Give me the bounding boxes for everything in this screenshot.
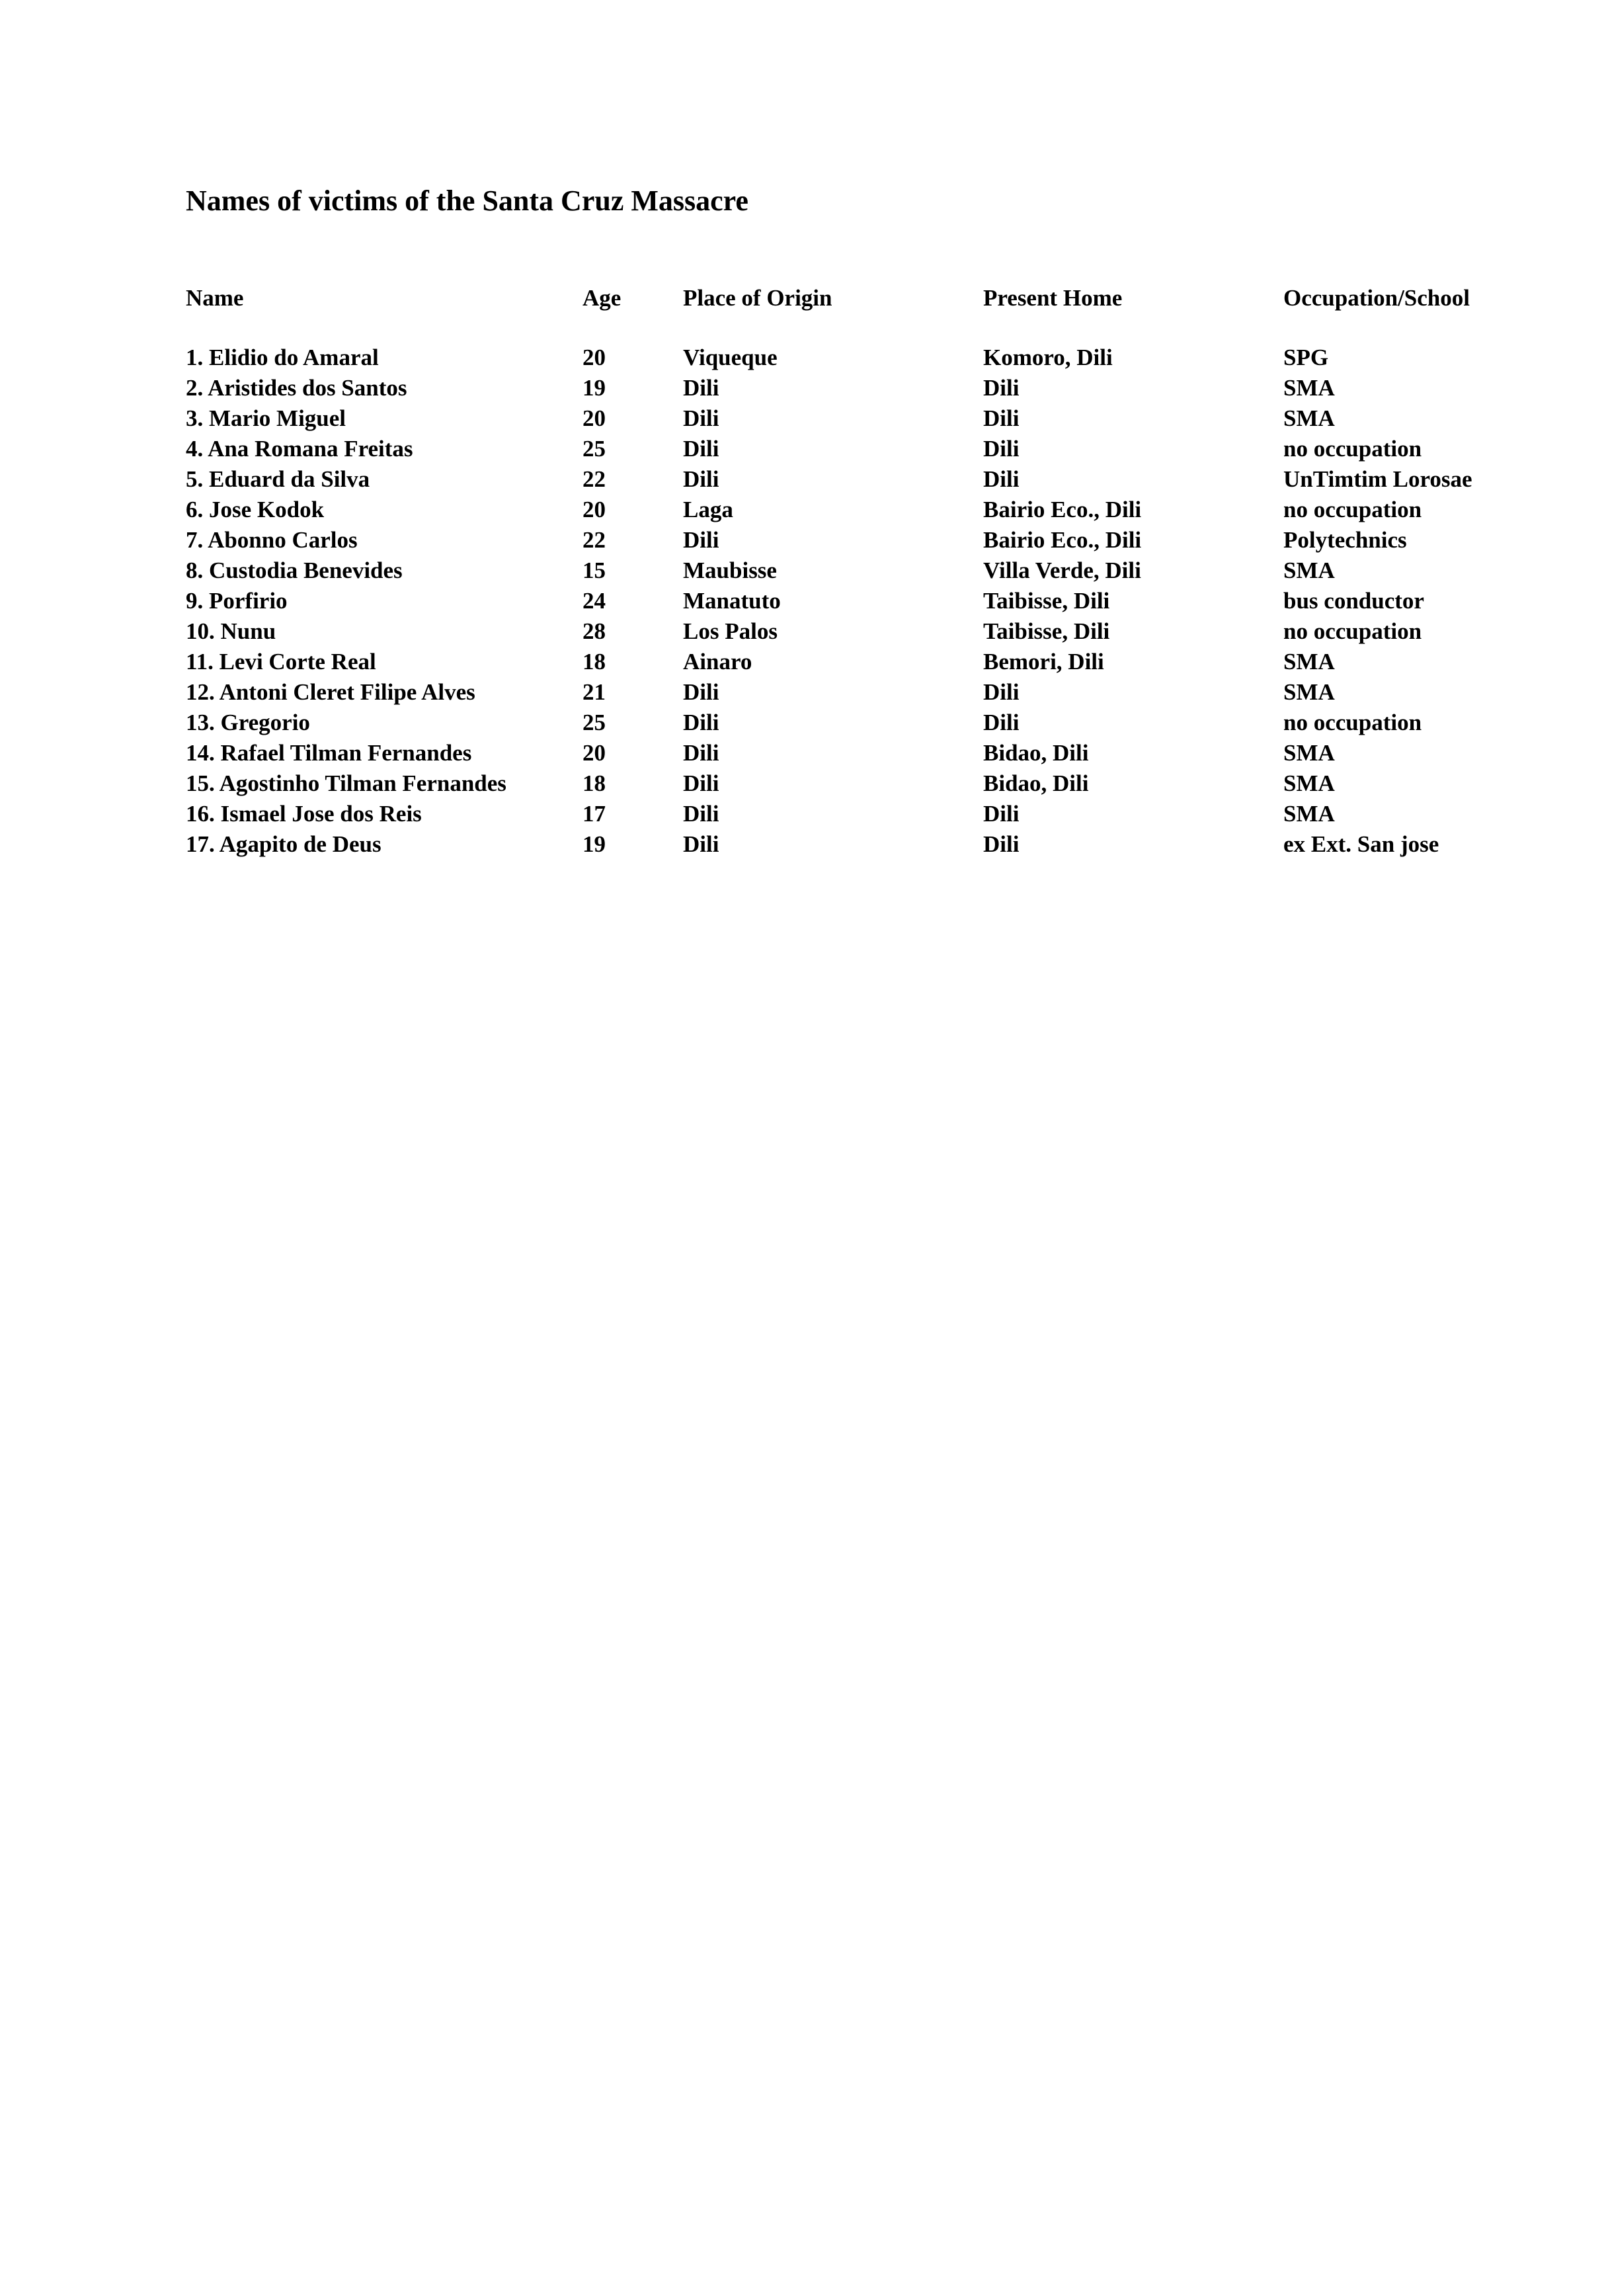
cell-origin: Dili — [683, 740, 719, 766]
cell-name: 11. Levi Corte Real — [186, 649, 376, 675]
cell-home: Dili — [983, 405, 1020, 431]
cell-name: 9. Porfirio — [186, 588, 288, 614]
cell-origin: Viqueque — [683, 345, 778, 370]
cell-age: 25 — [583, 710, 606, 735]
cell-occupation: ex Ext. San jose — [1283, 831, 1439, 857]
table-row — [186, 799, 1574, 829]
cell-origin: Dili — [683, 436, 719, 462]
table-row — [186, 495, 1574, 525]
cell-age: 18 — [583, 770, 606, 796]
cell-age: 21 — [583, 679, 606, 705]
table-header-row — [186, 283, 1574, 313]
page-title: Names of victims of the Santa Cruz Massacre — [186, 184, 748, 217]
table-row — [186, 525, 1574, 555]
table-row — [186, 677, 1574, 708]
header-age: Age — [583, 285, 622, 311]
cell-age: 25 — [583, 436, 606, 462]
cell-occupation: no occupation — [1283, 497, 1422, 522]
cell-age: 24 — [583, 588, 606, 614]
cell-home: Dili — [983, 710, 1020, 735]
table-row — [186, 708, 1574, 738]
cell-home: Dili — [983, 801, 1020, 827]
cell-origin: Dili — [683, 770, 719, 796]
cell-origin: Los Palos — [683, 618, 778, 644]
cell-age: 22 — [583, 527, 606, 553]
cell-name: 8. Custodia Benevides — [186, 557, 403, 583]
cell-home: Dili — [983, 436, 1020, 462]
table-row — [186, 434, 1574, 464]
cell-home: Bairio Eco., Dili — [983, 527, 1142, 553]
cell-name: 14. Rafael Tilman Fernandes — [186, 740, 472, 766]
cell-age: 20 — [583, 740, 606, 766]
cell-occupation: no occupation — [1283, 436, 1422, 462]
cell-age: 22 — [583, 466, 606, 492]
cell-origin: Dili — [683, 831, 719, 857]
cell-home: Taibisse, Dili — [983, 588, 1110, 614]
cell-origin: Maubisse — [683, 557, 777, 583]
cell-occupation: SMA — [1283, 679, 1335, 705]
cell-home: Bemori, Dili — [983, 649, 1104, 675]
cell-age: 18 — [583, 649, 606, 675]
cell-name: 7. Abonno Carlos — [186, 527, 358, 553]
cell-name: 3. Mario Miguel — [186, 405, 346, 431]
table-row — [186, 464, 1574, 495]
cell-occupation: SMA — [1283, 801, 1335, 827]
cell-name: 2. Aristides dos Santos — [186, 375, 407, 401]
table-row — [186, 586, 1574, 616]
header-present-home: Present Home — [983, 285, 1123, 311]
cell-home: Dili — [983, 466, 1020, 492]
cell-age: 28 — [583, 618, 606, 644]
cell-name: 4. Ana Romana Freitas — [186, 436, 413, 462]
cell-age: 19 — [583, 831, 606, 857]
cell-name: 12. Antoni Cleret Filipe Alves — [186, 679, 475, 705]
cell-origin: Manatuto — [683, 588, 781, 614]
cell-age: 15 — [583, 557, 606, 583]
cell-name: 15. Agostinho Tilman Fernandes — [186, 770, 506, 796]
cell-home: Dili — [983, 679, 1020, 705]
table-row — [186, 343, 1574, 373]
table-row — [186, 647, 1574, 677]
cell-origin: Dili — [683, 375, 719, 401]
cell-home: Bidao, Dili — [983, 740, 1089, 766]
cell-origin: Dili — [683, 405, 719, 431]
table-row — [186, 403, 1574, 434]
cell-occupation: UnTimtim Lorosae — [1283, 466, 1472, 492]
cell-origin: Dili — [683, 801, 719, 827]
cell-occupation: no occupation — [1283, 618, 1422, 644]
table-row — [186, 616, 1574, 647]
header-place-of-origin: Place of Origin — [683, 285, 832, 311]
cell-age: 20 — [583, 497, 606, 522]
cell-home: Dili — [983, 375, 1020, 401]
cell-name: 10. Nunu — [186, 618, 276, 644]
table-row — [186, 768, 1574, 799]
cell-home: Taibisse, Dili — [983, 618, 1110, 644]
cell-name: 5. Eduard da Silva — [186, 466, 370, 492]
cell-home: Komoro, Dili — [983, 345, 1113, 370]
cell-occupation: SMA — [1283, 770, 1335, 796]
cell-occupation: SMA — [1283, 405, 1335, 431]
cell-occupation: bus conductor — [1283, 588, 1424, 614]
cell-occupation: SPG — [1283, 345, 1329, 370]
table-row — [186, 555, 1574, 586]
cell-age: 19 — [583, 375, 606, 401]
table-row — [186, 738, 1574, 768]
header-occupation-school: Occupation/School — [1283, 285, 1470, 311]
cell-occupation: SMA — [1283, 740, 1335, 766]
cell-age: 20 — [583, 405, 606, 431]
cell-occupation: SMA — [1283, 649, 1335, 675]
cell-age: 20 — [583, 345, 606, 370]
cell-home: Bairio Eco., Dili — [983, 497, 1142, 522]
cell-name: 13. Gregorio — [186, 710, 310, 735]
cell-name: 17. Agapito de Deus — [186, 831, 382, 857]
table-row — [186, 373, 1574, 403]
cell-name: 1. Elidio do Amaral — [186, 345, 379, 370]
cell-home: Villa Verde, Dili — [983, 557, 1141, 583]
cell-occupation: SMA — [1283, 557, 1335, 583]
cell-home: Dili — [983, 831, 1020, 857]
cell-origin: Dili — [683, 679, 719, 705]
cell-name: 16. Ismael Jose dos Reis — [186, 801, 422, 827]
cell-origin: Dili — [683, 527, 719, 553]
cell-occupation: Polytechnics — [1283, 527, 1407, 553]
cell-origin: Laga — [683, 497, 733, 522]
table-row — [186, 829, 1574, 860]
cell-age: 17 — [583, 801, 606, 827]
cell-origin: Dili — [683, 710, 719, 735]
cell-origin: Dili — [683, 466, 719, 492]
cell-occupation: no occupation — [1283, 710, 1422, 735]
header-name: Name — [186, 285, 244, 311]
cell-occupation: SMA — [1283, 375, 1335, 401]
cell-origin: Ainaro — [683, 649, 752, 675]
cell-name: 6. Jose Kodok — [186, 497, 325, 522]
cell-home: Bidao, Dili — [983, 770, 1089, 796]
